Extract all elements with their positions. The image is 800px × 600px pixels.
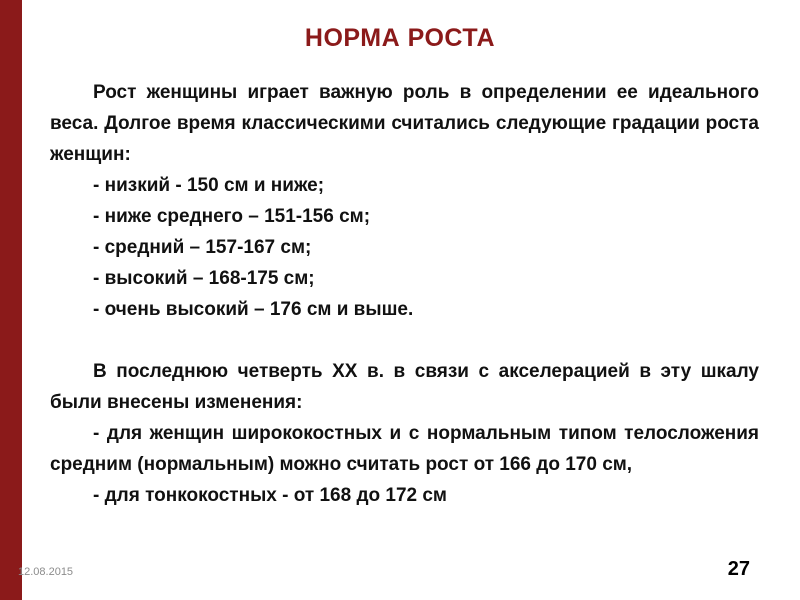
footer-date: 12.08.2015 <box>18 566 74 578</box>
list-item-broad-boned: - для женщин ширококостных и с нормальным типом телосложения средним (нормальным) можно считать рост от 166 до 170 см, <box>50 423 759 475</box>
list-item-tall: - высокий – 168-175 см; <box>93 268 315 289</box>
list-item-average: - средний – 157-167 см; <box>93 237 312 258</box>
intro-paragraph: Рост женщины играет важную роль в определении ее идеального веса. Долгое время классическими считались следующие градации роста женщин: <box>50 82 759 165</box>
list-item-very-tall: - очень высокий – 176 см и выше. <box>93 299 414 320</box>
slide-body <box>50 77 759 511</box>
list-item-thin-boned: - для тонкокостных - от 168 до 172 см <box>93 485 447 506</box>
paragraph-spacer <box>50 325 759 356</box>
list-item-below-average: - ниже среднего – 151-156 см; <box>93 206 371 227</box>
list-item-short: - низкий - 150 см и ниже; <box>93 175 325 196</box>
left-accent-bar <box>0 0 22 600</box>
change-paragraph: В последнюю четверть XX в. в связи с акселерацией в эту шкалу были внесены изменения: <box>50 361 759 413</box>
page-number: 27 <box>727 558 750 580</box>
slide-title: НОРМА РОСТА <box>304 24 496 52</box>
